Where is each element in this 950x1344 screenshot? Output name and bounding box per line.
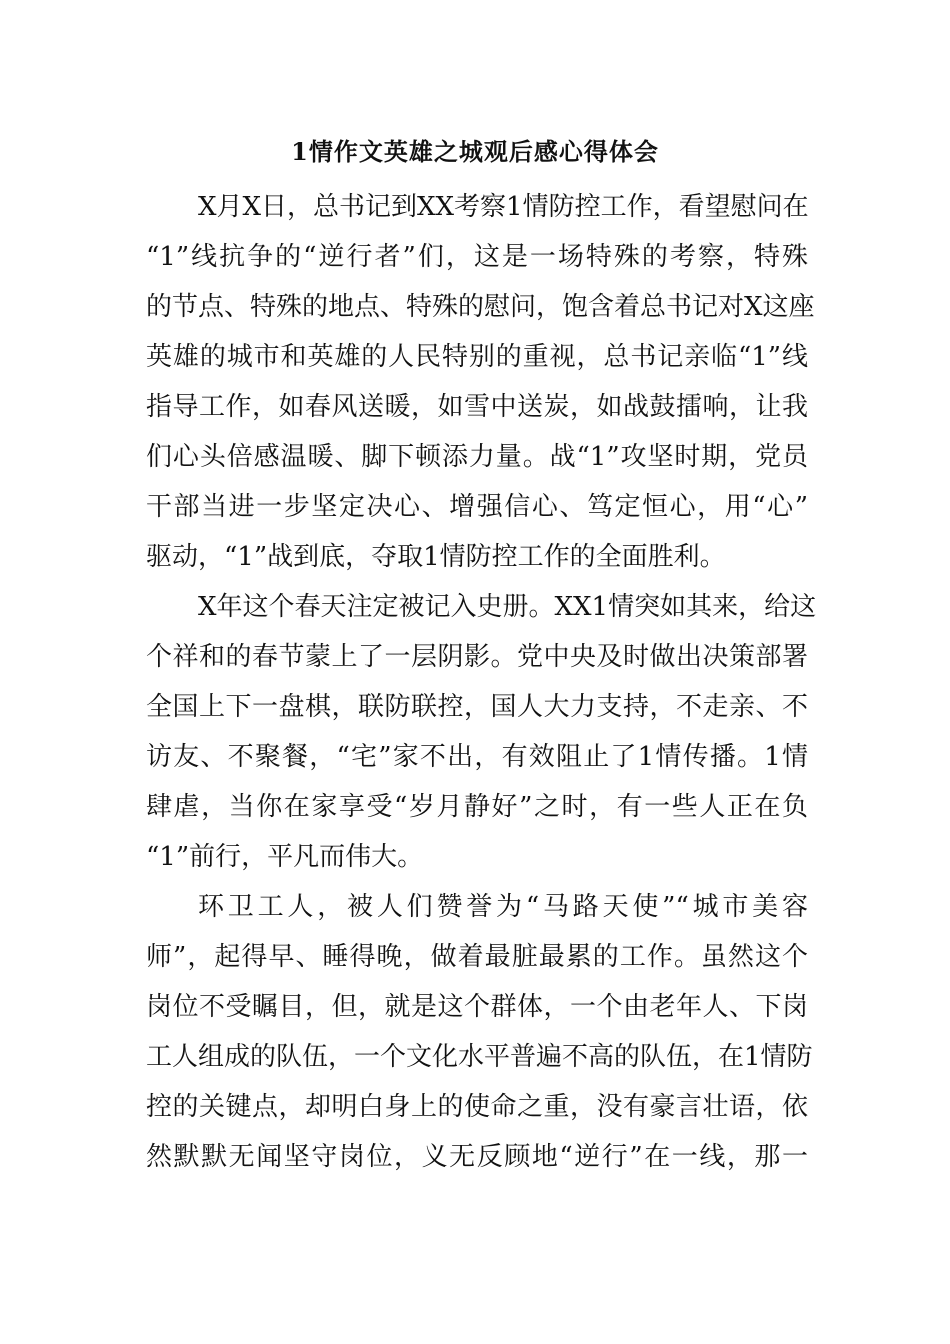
paragraph-3-line-3: 岗位不受瞩目，但，就是这个群体，一个由老年人、下岗 — [146, 992, 808, 1022]
paragraph-1-line-8: 驱动，“1”战到底，夺取1情防控工作的全面胜利。 — [146, 542, 726, 572]
paragraph-1-line-1: X月X日，总书记到XX考察1情防控工作，看望慰问在 — [198, 192, 809, 222]
paragraph-2-line-1: X年这个春天注定被记入史册。XX1情突如其来，给这 — [198, 592, 817, 622]
paragraph-3-line-2: 师”，起得早、睡得晚，做着最脏最累的工作。虽然这个 — [146, 942, 808, 972]
paragraph-3-line-4: 工人组成的队伍，一个文化水平普遍不高的队伍，在1情防 — [146, 1042, 813, 1072]
document-body — [146, 182, 817, 1182]
paragraph-2-line-3: 全国上下一盘棋，联防联控，国人大力支持，不走亲、不 — [146, 692, 808, 722]
paragraph-2-line-6: “1”前行，平凡而伟大。 — [146, 842, 424, 872]
paragraph-1-line-2: “1”线抗争的“逆行者”们，这是一场特殊的考察，特殊 — [146, 242, 808, 272]
paragraph-1-line-4: 英雄的城市和英雄的人民特别的重视，总书记亲临“1”线 — [146, 342, 808, 372]
paragraph-3-line-1: 环卫工人，被人们赞誉为“马路天使”“城市美容 — [198, 892, 808, 922]
paragraph-3-line-6: 然默默无闻坚守岗位，义无反顾地“逆行”在一线，那一 — [146, 1142, 808, 1172]
paragraph-1-line-3: 的节点、特殊的地点、特殊的慰问，饱含着总书记对X这座 — [146, 292, 815, 322]
paragraph-1-line-5: 指导工作，如春风送暖，如雪中送炭，如战鼓擂响，让我 — [146, 392, 808, 422]
paragraph-1-line-7: 干部当进一步坚定决心、增强信心、笃定恒心，用“心” — [146, 492, 808, 522]
document-title: 1情作文英雄之城观后感心得体会 — [291, 137, 659, 166]
paragraph-2-line-5: 肆虐，当你在家享受“岁月静好”之时，有一些人正在负 — [146, 792, 808, 822]
paragraph-2-line-4: 访友、不聚餐，“宅”家不出，有效阻止了1情传播。1情 — [146, 742, 808, 772]
paragraph-2-line-2: 个祥和的春节蒙上了一层阴影。党中央及时做出决策部署 — [146, 642, 808, 672]
paragraph-1-line-6: 们心头倍感温暖、脚下顿添力量。战“1”攻坚时期，党员 — [146, 442, 808, 472]
paragraph-3-line-5: 控的关键点，却明白身上的使命之重，没有豪言壮语，依 — [146, 1092, 808, 1122]
